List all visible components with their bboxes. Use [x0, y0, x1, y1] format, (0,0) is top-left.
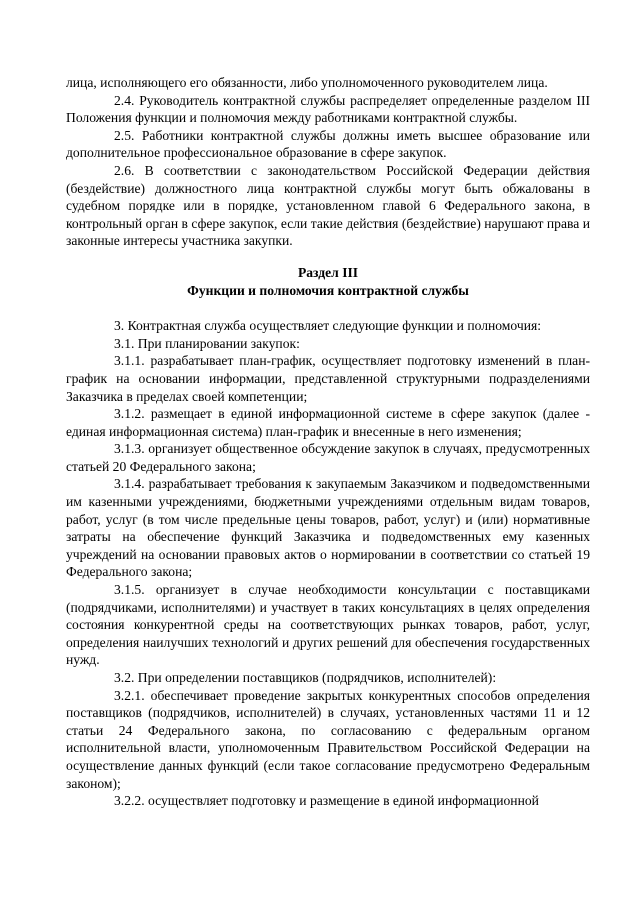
paragraph-continuation: лица, исполняющего его обязанности, либо уполномоченного руководителем лица.: [66, 75, 548, 90]
section-subtitle: Функции и полномочия контрактной службы: [187, 282, 469, 298]
spacer: [66, 299, 590, 317]
paragraph-3-1: 3.1. При планировании закупок:: [114, 335, 300, 351]
paragraph-2-5: 2.5. Работники контрактной службы должны иметь высшее образование или дополнительное профессиональное образование в сфере закупок.: [66, 127, 590, 161]
paragraph-2-6: 2.6. В соответствии с законодательством Российской Федерации действия (бездействие) должностного лица контрактной службы могут быть обжалованы в судебном порядке или в порядке, установленном главой 6 Федерального закона, в контрольный орган в сфере закупок, если такие действия (бездействие) нарушают права и законные интересы участника закупки.: [66, 162, 590, 249]
paragraph-3-1-1: 3.1.1. разрабатывает план-график, осуществляет подготовку изменений в план-график на основании информации, представленной структурными подразделениями Заказчика в пределах своей компетенции;: [66, 353, 590, 404]
paragraph-2-4: 2.4. Руководитель контрактной службы распределяет определенные разделом III Положения функции и полномочия между работниками контрактной службы.: [66, 92, 590, 126]
paragraph-3-1-5: 3.1.5. организует в случае необходимости консультации с поставщиками (подрядчиками, исполнителями) и участвует в таких консультациях в целях определения состояния конкурентной среды на соответствующих рынках товаров, работ, услуг, определения наилучших технологий и других решений для обеспечения государственных нужд.: [66, 582, 590, 668]
paragraph-3-1-4: 3.1.4. разрабатывает требования к закупаемым Заказчиком и подведомственными им казенными учреждениями, бюджетными учреждениями отдельным видам товаров, работ, услуг (в том числе предельные цены товаров, работ, услуг) и (или) нормативные затраты на обеспечение функций Заказчика и подведомственных ему казенных учреждений на основании правовых актов о нормировании в соответствии со статьей 19 Федерального закона;: [66, 476, 590, 580]
paragraph-3-2-1: 3.2.1. обеспечивает проведение закрытых конкурентных способов определения поставщиков (подрядчиков, исполнителей) в случаях, установленных частями 11 и 12 статьи 24 Федерального закона, по согласованию с федеральным органом исполнительной власти, уполномоченным Правительством Российской Федерации на осуществление данных функций (если такое согласование предусмотрено Федеральным законом);: [66, 687, 590, 791]
paragraph-3-1-3: 3.1.3. организует общественное обсуждение закупок в случаях, предусмотренных статьей 20 Федерального закона;: [66, 441, 590, 474]
paragraph-3-2: 3.2. При определении поставщиков (подрядчиков, исполнителей):: [114, 670, 497, 685]
section-title: Раздел III: [297, 264, 359, 280]
document-page: [66, 74, 590, 810]
paragraph-3: 3. Контрактная служба осуществляет следующие функции и полномочия:: [114, 318, 541, 334]
paragraph-3-2-2: 3.2.2. осуществляет подготовку и размещение в единой информационной: [114, 793, 539, 809]
paragraph-3-1-2: 3.1.2. размещает в единой информационной системе в сфере закупок (далее - единая информационная система) план-график и внесенные в него изменения;: [66, 406, 590, 439]
spacer: [66, 250, 590, 264]
